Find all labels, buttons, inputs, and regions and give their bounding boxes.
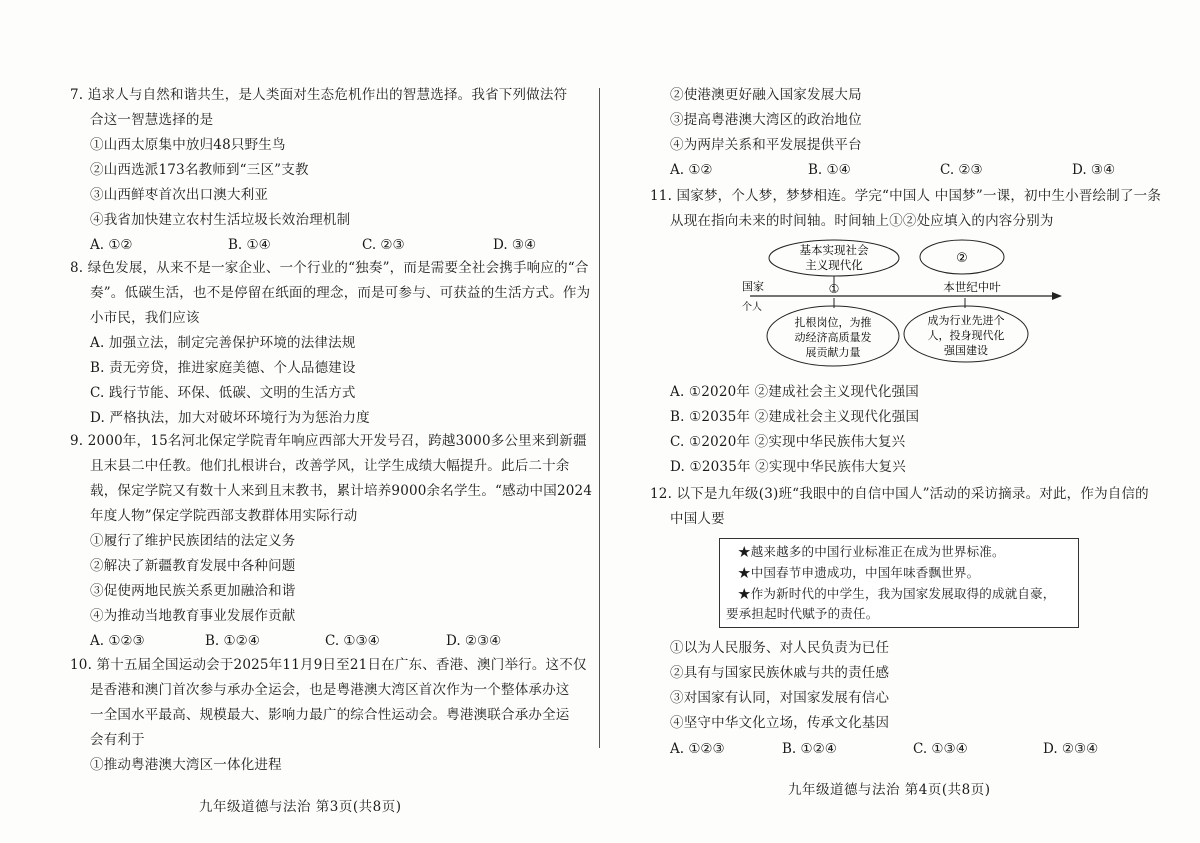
q9-item: ③促使两地民族关系更加融洽和谐 (90, 583, 296, 599)
q9-item: ①履行了维护民族团结的法定义务 (90, 533, 296, 549)
timeline-diagram (730, 238, 1070, 370)
timeline-bottom-right-line: 成为行业先进个 (927, 314, 1005, 327)
q9-option-b: B. ①②④ (205, 633, 260, 649)
q9-stem-line: 年度人物”保定学院西部支教群体用实际行动 (90, 508, 358, 524)
q10-stem-line: 一全国水平最高、规模最大、影响力最广的综合性运动会。粤港澳联合承办全运 (90, 707, 570, 723)
q10-item: ③提高粤港澳大湾区的政治地位 (670, 112, 862, 128)
timeline-top-left-line: 主义现代化 (805, 258, 863, 272)
q10-option-c: C. ②③ (940, 162, 983, 178)
timeline-label-nation: 国家 (742, 280, 764, 293)
excerpt-line: ★作为新时代的中学生，我为国家发展取得的成就自豪， (738, 586, 1056, 601)
timeline-bottom-left-line: 展贡献力量 (805, 346, 861, 359)
q7-item: ①山西太原集中放归48只野生鸟 (90, 137, 286, 153)
q9-option-d: D. ②③④ (446, 633, 502, 649)
q7-option-d: D. ③④ (493, 237, 537, 253)
q10-option-d: D. ③④ (1072, 162, 1116, 178)
timeline-marker-2: ② (956, 251, 968, 266)
q10-item: ②使港澳更好融入国家发展大局 (670, 87, 862, 103)
q9-stem-line: 且末县二中任教。他们扎根讲台，改善学风，让学生成绩大幅提升。此后二十余 (90, 458, 570, 474)
q7-option-b: B. ①④ (228, 237, 271, 253)
q8-stem-line: 奏”。低碳生活，也不是停留在纸面的理念，而是可参与、可获益的生活方式。作为 (90, 285, 591, 301)
page-footer: 九年级道德与法治 第3页(共8页) (199, 799, 402, 815)
q12-option-d: D. ②③④ (1043, 741, 1099, 757)
q11-choice-d: D. ①2035年 ②实现中华民族伟大复兴 (670, 459, 906, 475)
excerpt-line: ★越来越多的中国行业标准正在成为世界标准。 (738, 544, 1005, 559)
q12-item: ②具有与国家民族休戚与共的责任感 (670, 665, 890, 681)
timeline-century-label: 本世纪中叶 (943, 280, 1001, 294)
q10-stem-line: 是香港和澳门首次参与承办全运会，也是粤港澳大湾区首次作为一个整体承办这 (90, 682, 570, 698)
q12-option-c: C. ①③④ (913, 741, 968, 757)
q10-option-a: A. ①② (670, 162, 713, 178)
interview-excerpt-box (719, 538, 1079, 628)
q12-item: ④坚守中华文化立场，传承文化基因 (670, 715, 890, 731)
q9-item: ④为推动当地教育事业发展作贡献 (90, 608, 296, 624)
timeline-bottom-right-line: 人，投身现代化 (927, 329, 1005, 342)
q7-option-a: A. ①② (90, 237, 133, 253)
timeline-bottom-left-line: 扎根岗位，为推 (794, 316, 872, 329)
timeline-label-person: 个人 (742, 302, 762, 313)
q10-option-b: B. ①④ (808, 162, 851, 178)
q12-item: ③对国家有认同，对国家发展有信心 (670, 690, 890, 706)
q8-stem-line: 8. 绿色发展，从来不是一家企业、一个行业的“独奏”，而是需要全社会携手响应的“合 (70, 260, 589, 276)
q10-item: ④为两岸关系和平发展提供平台 (670, 137, 862, 153)
q8-choice-b: B. 责无旁贷，推进家庭美德、个人品德建设 (90, 360, 356, 376)
q11-choice-a: A. ①2020年 ②建成社会主义现代化强国 (670, 384, 919, 400)
excerpt-line: 要承担起时代赋予的责任。 (726, 606, 879, 621)
q10-stem-line: 会有利于 (90, 732, 145, 748)
q11-choice-b: B. ①2035年 ②建成社会主义现代化强国 (670, 409, 920, 425)
page-right (600, 0, 1200, 843)
q9-stem-line: 载，保定学院又有数十人来到且末教书，累计培养9000余名学生。“感动中国2024 (90, 483, 593, 499)
q8-choice-c: C. 践行节能、环保、低碳、文明的生活方式 (90, 385, 356, 401)
q10-item: ①推动粤港澳大湾区一体化进程 (90, 757, 282, 773)
q12-option-b: B. ①②④ (782, 741, 837, 757)
q11-stem-line: 从现在指向未来的时间轴。时间轴上①②处应填入的内容分别为 (670, 213, 1054, 229)
q8-stem-line: 小市民，我们应该 (90, 310, 200, 326)
q12-stem-line: 中国人要 (670, 511, 725, 527)
timeline-bottom-right-line: 强国建设 (944, 344, 988, 357)
page-footer: 九年级道德与法治 第4页(共8页) (788, 782, 991, 798)
q7-stem-line: 7. 追求人与自然和谐共生，是人类面对生态危机作出的智慧选择。我省下列做法符 (70, 87, 568, 103)
q9-option-a: A. ①②③ (90, 633, 145, 649)
q12-stem-line: 12. 以下是九年级(3)班“我眼中的自信中国人”活动的采访摘录。对此，作为自信的 (650, 486, 1149, 502)
q12-item: ①以为人民服务、对人民负责为已任 (670, 640, 890, 656)
q8-choice-a: A. 加强立法，制定完善保护环境的法律法规 (90, 335, 356, 351)
q10-stem-line: 10. 第十五届全国运动会于2025年11月9日至21日在广东、香港、澳门举行。这不仅 (70, 657, 587, 673)
timeline-bottom-left-line: 动经济高质量发 (794, 331, 872, 344)
q9-option-c: C. ①③④ (325, 633, 380, 649)
q7-item: ④我省加快建立农村生活垃圾长效治理机制 (90, 212, 351, 228)
q12-option-a: A. ①②③ (670, 741, 725, 757)
timeline-top-left-line: 基本实现社会 (799, 243, 869, 257)
excerpt-line: ★中国春节申遗成功，中国年味香飘世界。 (738, 565, 980, 580)
q7-option-c: C. ②③ (362, 237, 405, 253)
q11-stem-line: 11. 国家梦，个人梦，梦梦相连。学完“中国人 中国梦”一课，初中生小晋绘制了一条 (650, 188, 1162, 204)
q11-choice-c: C. ①2020年 ②实现中华民族伟大复兴 (670, 434, 906, 450)
q8-choice-d: D. 严格执法，加大对破坏环境行为为惩治力度 (90, 410, 370, 426)
q9-stem-line: 9. 2000年，15名河北保定学院青年响应西部大开发号召，跨越3000多公里来到新疆 (70, 433, 587, 449)
q9-item: ②解决了新疆教育发展中各种问题 (90, 558, 296, 574)
timeline-marker-1: ① (828, 282, 840, 296)
q7-item: ③山西鲜枣首次出口澳大利亚 (90, 187, 269, 203)
q7-item: ②山西选派173名教师到“三区”支教 (90, 162, 309, 178)
q7-stem-line: 合这一智慧选择的是 (90, 112, 214, 128)
